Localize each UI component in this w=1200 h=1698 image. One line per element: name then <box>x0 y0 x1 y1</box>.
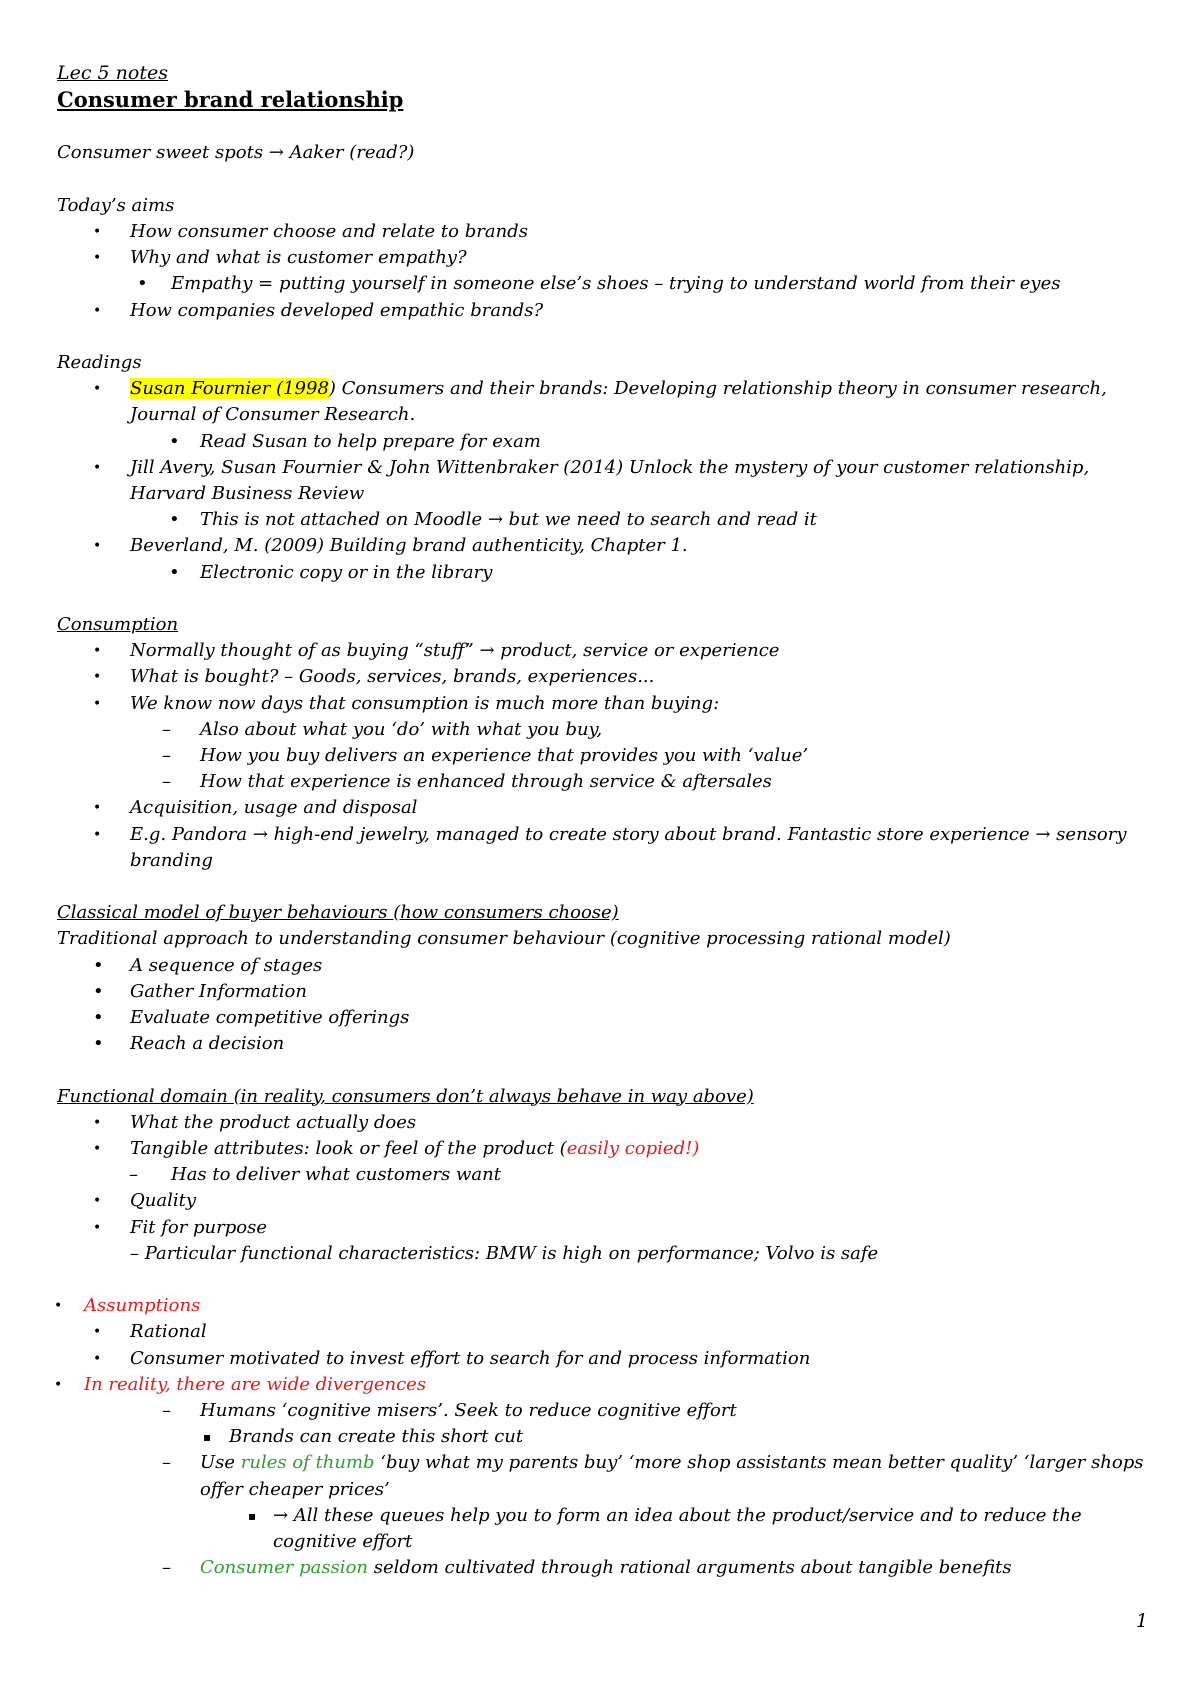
page-number: 1 <box>1135 1610 1148 1632</box>
dash-icon: – <box>162 1452 171 1474</box>
bullet-icon: • <box>54 1298 63 1315</box>
bullet-icon: • <box>169 430 180 452</box>
bullet-icon: • <box>54 1376 63 1393</box>
bullet-icon: • <box>93 1114 102 1131</box>
list-item: • Why and what is customer empathy? <box>57 245 1147 271</box>
bullet-icon: • <box>93 223 102 240</box>
list-item: • How consumer choose and relate to brands <box>57 219 1147 245</box>
list-item: • Evaluate competitive offerings <box>57 1005 1147 1031</box>
list-item: • How companies developed empathic brands? <box>57 298 1147 324</box>
reality-heading: In reality, there are wide divergences <box>84 1373 427 1395</box>
bullet-icon: • <box>93 800 102 817</box>
list-item: • What the product actually does <box>57 1110 1147 1136</box>
list-item: • Read Susan to help prepare for exam <box>57 429 1147 455</box>
list-item <box>54 1293 1147 1319</box>
bullet-icon: • <box>169 509 180 531</box>
list-item: • This is not attached on Moodle → but we need to search and read it <box>57 507 1147 533</box>
readings-heading: Readings <box>57 351 142 373</box>
list-item: – How you buy delivers an experience that provides you with ‘value’ <box>57 743 1147 769</box>
dash-icon: – <box>162 718 171 740</box>
bullet-icon: • <box>93 980 104 1002</box>
dash-icon: – <box>162 1557 171 1579</box>
list-item: – Humans ‘cognitive misers’. Seek to reduce cognitive effort <box>57 1398 1147 1424</box>
red-text: easily copied!) <box>566 1138 700 1160</box>
bullet-icon: • <box>93 826 102 843</box>
list-item: • Beverland, M. (2009) Building brand authenticity, Chapter 1. <box>57 533 1147 559</box>
list-item: ▪ → All these queues help you to form an idea about the product/service and to reduce the cognitive effort <box>248 1504 1082 1553</box>
list-item: • Gather Information <box>57 979 1147 1005</box>
list-item: – Has to deliver what customers want <box>57 1162 1147 1188</box>
bullet-icon: • <box>93 954 104 976</box>
green-text: rules of thumb <box>240 1452 375 1474</box>
page-title: Consumer brand relationship <box>57 87 404 113</box>
bullet-icon: • <box>93 695 102 712</box>
list-item: • Susan Fournier (1998) Consumers and their brands: Developing relationship theory in consumer research, Journal of Consumer Research. <box>93 378 1107 426</box>
list-item: • Jill Avery, Susan Fournier & John Wittenbraker (2014) Unlock the mystery of your customer relationship, Harvard Business Review <box>93 456 1090 504</box>
list-item: • Electronic copy or in the library <box>57 560 1147 586</box>
list-item: • We know now days that consumption is much more than buying: <box>57 691 1147 717</box>
assumptions-heading: Assumptions <box>84 1295 201 1317</box>
bullet-icon: • <box>93 1193 102 1210</box>
list-item: • Consumer motivated to invest effort to search for and process information <box>57 1346 1147 1372</box>
classical-subheading: Traditional approach to understanding consumer behaviour (cognitive processing rational model) <box>57 928 951 950</box>
list-item: • Reach a decision <box>57 1031 1147 1057</box>
classical-heading: Classical model of buyer behaviours (how consumers choose) <box>57 902 619 924</box>
bullet-icon: • <box>93 643 102 660</box>
list-item: • Normally thought of as buying “stuff” → product, service or experience <box>57 638 1147 664</box>
sweet-spots-line: Consumer sweet spots → Aaker (read?) <box>57 142 415 164</box>
list-item: – Also about what you ‘do’ with what you buy, <box>57 717 1147 743</box>
bullet-icon: • <box>93 381 102 398</box>
bullet-icon: • <box>93 250 102 267</box>
consumption-heading: Consumption <box>57 614 179 635</box>
bullet-icon: • <box>169 561 180 583</box>
bullet-icon: • <box>137 273 148 295</box>
lecture-label: Lec 5 notes <box>57 62 168 84</box>
bullet-icon: • <box>93 1007 104 1029</box>
square-bullet-icon: ▪ <box>203 1430 212 1445</box>
list-item: • Acquisition, usage and disposal <box>57 795 1147 821</box>
bullet-icon: • <box>93 669 102 686</box>
bullet-icon: • <box>93 1033 104 1055</box>
bullet-icon: • <box>93 302 102 319</box>
list-item: – Particular functional characteristics: BMW is high on performance; Volvo is safe <box>130 1242 879 1264</box>
list-item: • What is bought? – Goods, services, brands, experiences... <box>57 664 1147 690</box>
list-item: • E.g. Pandora → high-end jewelry, managed to create story about brand. Fantastic store experience → sensory branding <box>93 823 1127 871</box>
square-bullet-icon: ▪ <box>248 1508 257 1523</box>
bullet-icon: • <box>93 538 102 555</box>
dash-icon: – <box>162 745 171 767</box>
list-item: • Rational <box>57 1319 1147 1345</box>
list-item: ▪ Brands can create this short cut <box>57 1424 1147 1450</box>
list-item: • Fit for purpose <box>57 1215 1147 1241</box>
list-item: – How that experience is enhanced through service & aftersales <box>57 769 1147 795</box>
dash-icon: – <box>162 771 171 793</box>
bullet-icon: • <box>93 459 102 476</box>
bullet-icon: • <box>93 1324 102 1341</box>
page-content <box>54 60 1147 1581</box>
list-item: • Tangible attributes: look or feel of the product (easily copied!) <box>57 1136 1147 1162</box>
list-item: • Empathy = putting yourself in someone else’s shoes – trying to understand world from their eyes <box>57 271 1147 297</box>
bullet-icon: • <box>93 1350 102 1367</box>
dash-icon: – <box>129 1164 138 1186</box>
list-item: – Use rules of thumb ‘buy what my parents buy’ ‘more shop assistants mean better quality’ ‘larger shops offer cheaper prices’ <box>162 1452 1144 1500</box>
bullet-icon: • <box>93 1141 102 1158</box>
green-text: Consumer passion <box>200 1557 368 1579</box>
bullet-icon: • <box>93 1219 102 1236</box>
functional-heading: Functional domain (in reality, consumers don’t always behave in way above) <box>57 1085 754 1107</box>
list-item: – Consumer passion seldom cultivated through rational arguments about tangible benefits <box>57 1555 1147 1581</box>
list-item <box>54 1372 1147 1398</box>
aims-heading: Today’s aims <box>57 194 175 216</box>
highlighted-text: Susan Fournier (1998 <box>130 378 329 400</box>
dash-icon: – <box>162 1400 171 1422</box>
list-item: • A sequence of stages <box>57 953 1147 979</box>
list-item: • Quality <box>57 1188 1147 1214</box>
